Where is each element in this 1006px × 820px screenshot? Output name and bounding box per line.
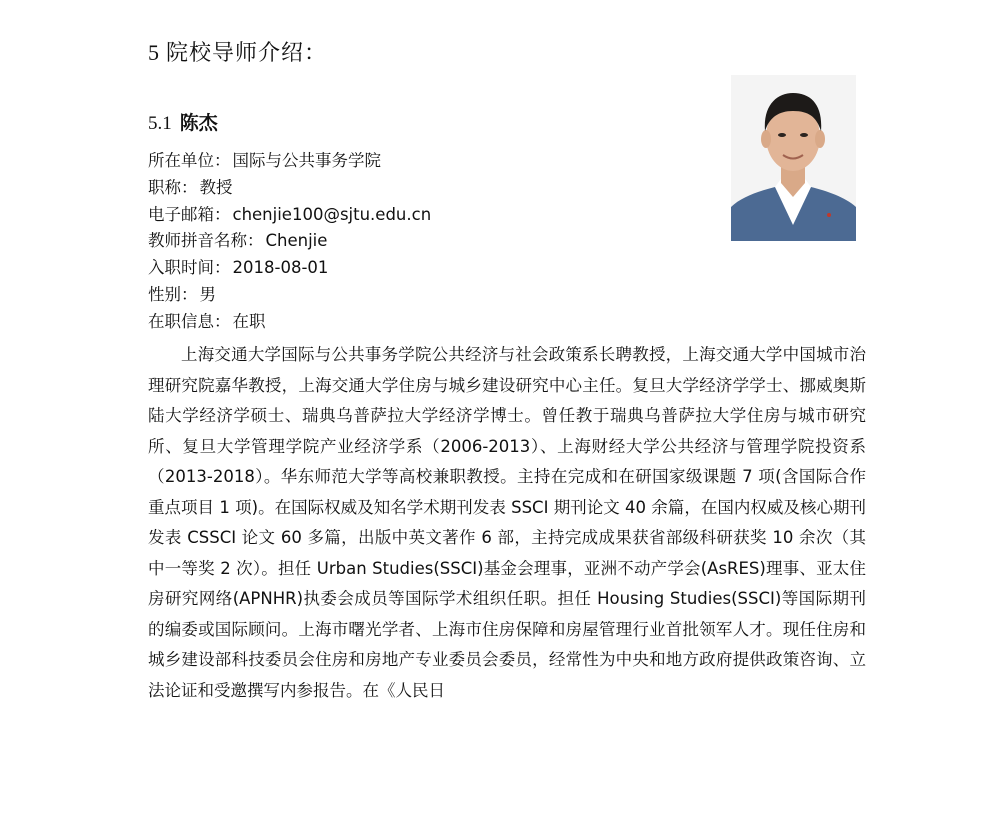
info-value: 男 <box>199 284 216 304</box>
section-number: 5 <box>148 40 160 65</box>
info-row-email <box>148 202 431 229</box>
section-title: 院校导师介绍： <box>166 41 328 66</box>
info-row-status <box>148 309 431 336</box>
info-value: 在职 <box>232 311 266 331</box>
info-row-department <box>148 148 431 175</box>
subsection-number: 5.1 <box>148 113 172 134</box>
info-label: 教师拼音名称： <box>148 231 264 251</box>
subsection-heading <box>148 108 218 135</box>
info-value: 2018-08-01 <box>232 258 329 278</box>
advisor-photo <box>731 75 856 241</box>
advisor-biography <box>148 340 866 706</box>
info-label: 入职时间： <box>148 258 231 278</box>
info-label: 电子邮箱： <box>148 204 231 224</box>
info-value: chenjie100@sjtu.edu.cn <box>232 204 432 224</box>
info-label: 在职信息： <box>148 311 231 331</box>
info-row-hire-date <box>148 255 431 282</box>
info-value: 国际与公共事务学院 <box>232 151 381 170</box>
advisor-name: 陈杰 <box>179 112 218 134</box>
info-value: Chenjie <box>265 231 328 251</box>
info-row-pinyin <box>148 228 431 255</box>
info-label: 性别： <box>148 284 198 304</box>
section-heading <box>148 36 327 67</box>
info-value: 教授 <box>199 177 233 197</box>
info-label: 所在单位： <box>148 151 231 170</box>
biography-paragraph: 上海交通大学国际与公共事务学院公共经济与社会政策系长聘教授，上海交通大学中国城市治理研究院嘉华教授，上海交通大学住房与城乡建设研究中心主任。复旦大学经济学学士、挪威奥斯陆大学经济学硕士、瑞典乌普萨拉大学经济学博士。曾任教于瑞典乌普萨拉大学住房与城市研究所、复旦大学管理学院产业经济学系（2006-2013）、上海财经大学公共经济与管理学院投资系（2013-2018）。华东师范大学等高校兼职教授。主持在完成和在研国家级课题 7 项(含国际合作重点项目 1 项)。在国际权威及知名学术期刊发表 SSCI 期刊论文 40 余篇，在国内权威及核心期刊发表 CSSCI 论文 60 多篇，出版中英文著作 6 部，主持完成成果获省部级科研获奖 10 余次（其中一等奖 2 次）。担任 Urban Studies(SSCI)基金会理事，亚洲不动产学会(AsRES)理事、亚太住房研究网络(APNHR)执委会成员等国际学术组织任职。担任 Housing Studies(SSCI)等国际期刊的编委或国际顾问。上海市曙光学者、上海市住房保障和房屋管理行业首批领军人才。现任住房和城乡建设部科技委员会住房和房地产专业委员会委员，经常性为中央和地方政府提供政策咨询、立法论证和受邀撰写内参报告。在《人民日 <box>148 345 866 700</box>
info-label: 职称： <box>148 177 198 197</box>
info-row-gender <box>148 282 431 309</box>
advisor-info-list <box>148 148 431 336</box>
info-row-title <box>148 175 431 202</box>
